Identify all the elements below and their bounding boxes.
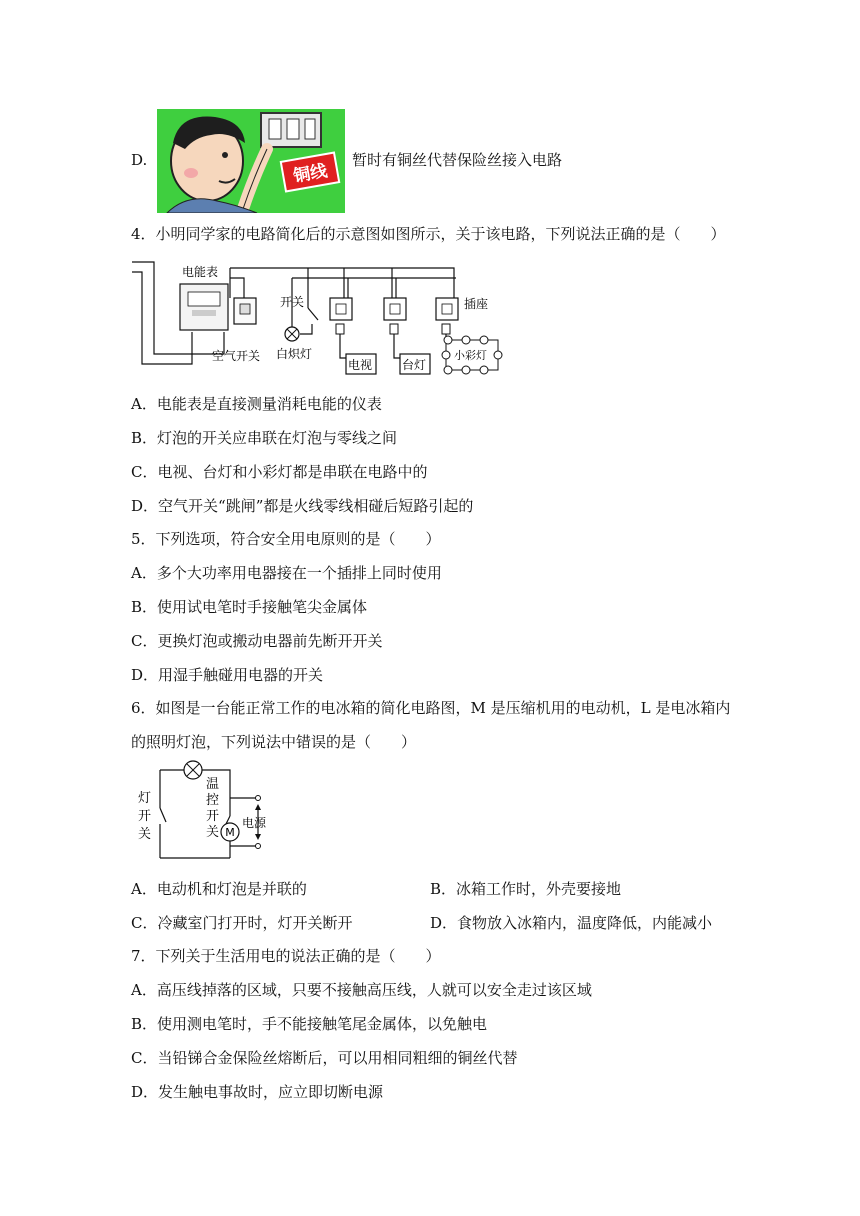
- q4-option-a: A．电能表是直接测量消耗电能的仪表: [131, 395, 382, 413]
- q6-refrigerator-circuit-diagram: [132, 758, 274, 868]
- q6-option-d: D．食物放入冰箱内，温度降低，内能减小: [430, 914, 713, 932]
- tv-label: 电视: [348, 358, 373, 372]
- q5-option-d: D．用湿手触碰用电器的开关: [131, 666, 324, 684]
- thermostat-label-2: 控: [206, 793, 220, 808]
- q4-stem: 4．小明同学家的电路简化后的示意图如图所示，关于该电路，下列说法正确的是（ ）: [131, 225, 726, 243]
- air-switch-label: 空气开关: [212, 349, 261, 363]
- q3-option-d-label: D.: [131, 151, 148, 169]
- q7-option-a: A．高压线掉落的区域，只要不接触高压线，人就可以安全走过该区域: [131, 981, 592, 999]
- thermostat-label-1: 温: [206, 777, 220, 792]
- q7-option-b: B．使用测电笔时，手不能接触笔尾金属体，以免触电: [131, 1015, 488, 1033]
- meter-label: 电能表: [182, 265, 219, 279]
- lamp-switch-label-3: 关: [138, 827, 152, 842]
- lamp-label: 白炽灯: [276, 347, 313, 361]
- q4-option-c: C．电视、台灯和小彩灯都是串联在电路中的: [131, 463, 428, 481]
- q3-option-d-text: 暂时有铜丝代替保险丝接入电路: [352, 151, 563, 169]
- q6-stem-line-1: 6．如图是一台能正常工作的电冰箱的简化电路图，M 是压缩机用的电动机，L 是电冰箱内: [131, 699, 731, 717]
- q6-stem-line-2: 的照明灯泡，下列说法中错误的是（ ）: [131, 733, 417, 751]
- q5-option-b: B．使用试电笔时手接触笔尖金属体: [131, 598, 368, 616]
- desk-lamp-label: 台灯: [402, 358, 427, 372]
- q4-household-circuit-diagram: [132, 258, 510, 380]
- q7-option-d: D．发生触电事故时，应立即切断电源: [131, 1083, 384, 1101]
- copper-wire-tag: 铜线: [291, 161, 329, 187]
- string-lights-label: 小彩灯: [454, 349, 487, 362]
- q6-option-a: A．电动机和灯泡是并联的: [131, 880, 307, 898]
- q7-stem: 7．下列关于生活用电的说法正确的是（ ）: [131, 947, 441, 965]
- lamp-switch-label-2: 开: [138, 809, 152, 824]
- q6-option-c: C．冷藏室门打开时，灯开关断开: [131, 914, 353, 932]
- thermostat-label-4: 关: [206, 825, 220, 840]
- socket-label: 插座: [464, 297, 489, 311]
- lamp-switch-label-1: 灯: [138, 791, 152, 806]
- q6-option-b: B．冰箱工作时，外壳要接地: [430, 880, 622, 898]
- q4-option-d: D．空气开关“跳闸”都是火线零线相碰后短路引起的: [131, 497, 474, 515]
- q5-option-c: C．更换灯泡或搬动电器前先断开开关: [131, 632, 383, 650]
- q3-option-d-illustration: [157, 109, 345, 213]
- thermostat-label-3: 开: [206, 809, 220, 824]
- q5-stem: 5．下列选项，符合安全用电原则的是（ ）: [131, 530, 441, 548]
- motor-label: M: [225, 826, 235, 839]
- q5-option-a: A．多个大功率用电器接在一个插排上同时使用: [131, 564, 442, 582]
- q4-option-b: B．灯泡的开关应串联在灯泡与零线之间: [131, 429, 398, 447]
- q7-option-c: C．当铅锑合金保险丝熔断后，可以用相同粗细的铜丝代替: [131, 1049, 518, 1067]
- power-label: 电源: [242, 816, 267, 830]
- switch-label: 开关: [280, 295, 305, 309]
